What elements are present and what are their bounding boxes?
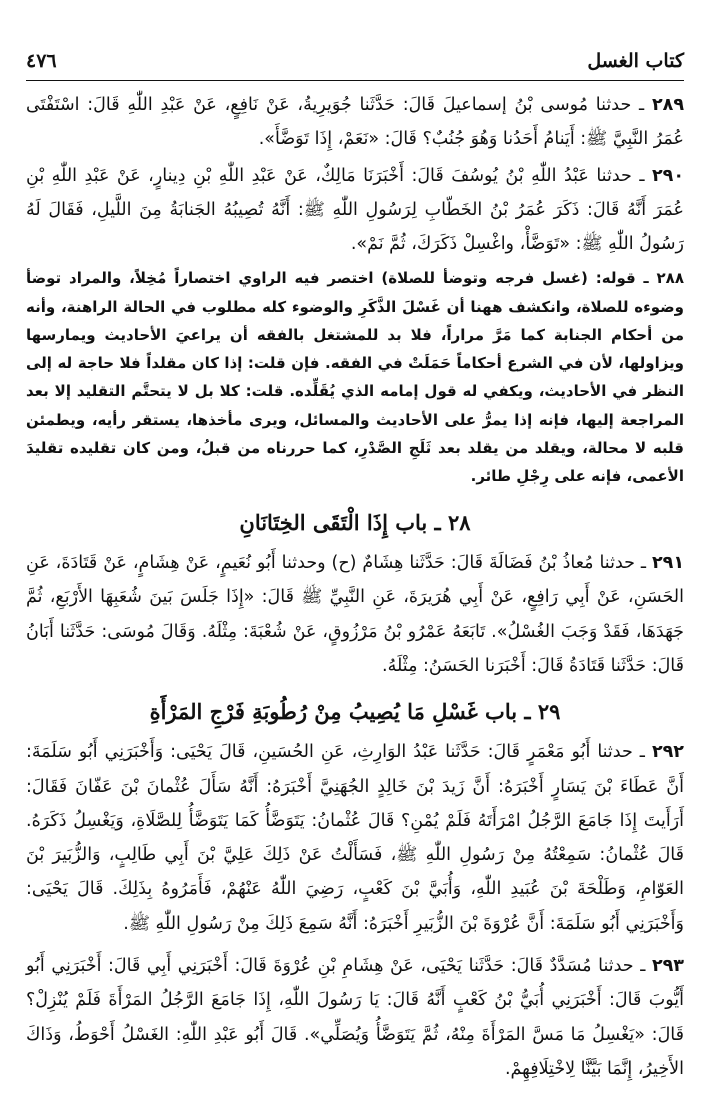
book-section-title: كتاب الغسل — [587, 50, 684, 72]
chapter-heading-28 — [26, 500, 684, 546]
hadith-text: ـ حدثنا مُوسى بْنُ إسماعيلَ قَالَ: حَدَّثَنا جُوَيرِيةُ، عَنْ نَافِعٍ، عَنْ عَبْدِ اللّٰهِ قَالَ: اسْتَفْتَى عُمَرُ النَّبِيَّ ﷺ: أَيَنامُ أَحَدُنا وَهُوَ جُنُبٌ؟ قَالَ: «نَعَمْ، إِذَا تَوَضَّأَ». — [26, 95, 684, 150]
hadith-number: ٢٩١ — [651, 553, 684, 574]
hadith-text: ـ حدثنا عَبْدُ اللّٰهِ بْنُ يُوسُفَ قَالَ: أَخْبَرَنَا مَالِكٌ، عَنْ عَبْدِ اللّٰهِ بْنِ دِينارٍ، عَنْ عَبْدِ اللّٰهِ بْنِ عُمَرَ أَنَّهُ قَالَ: ذَكَرَ عُمَرُ بْنُ الخَطّابِ لِرَسُولِ اللّٰهِ ﷺ: أَنَّهُ تُصِيبُهُ الجَنابَةُ مِنَ اللَّيلِ، فَقَالَ لَهُ رَسُولُ اللّٰهِ ﷺ: «تَوَضَّأْ، واغْسِلْ ذَكَرَكَ، ثُمَّ نَمْ». — [26, 165, 684, 255]
hadith-292 — [26, 735, 684, 941]
commentary-288 — [26, 264, 684, 490]
hadith-293 — [26, 949, 684, 1086]
running-header — [26, 44, 684, 72]
header-rule — [26, 80, 684, 81]
spacer — [26, 941, 684, 949]
hadith-text: ـ حدثنا أَبُو مَعْمَرٍ قَالَ: حَدَّثَنا عَبْدُ الوَارِثِ، عَنِ الحُسَينِ، قَالَ يَحْيَى: وَأَخْبَرَنِي أَبُو سَلَمَةَ: أَنَّ عَطَاءَ بْنَ يَسَارٍ أَخْبَرَهُ: أَنَّ زَيدَ بْنَ خَالِدٍ الجُهَنِيَّ أَخْبَرَهُ: أَنَّهُ سَأَلَ عُثْمانَ بْنَ عَفّانَ فَقَالَ: أَرَأَيتَ إِذَا جَامَعَ الرَّجُلُ امْرَأَتَهُ فَلَمْ يُمْنِ؟ قَالَ عُثْمانُ: يَتَوَضَّأُ كَمَا يَتَوَضَّأُ لِلصَّلَاةِ، وَيَغْسِلُ ذَكَرَهُ. قَالَ عُثْمانُ: سَمِعْتُهُ مِنْ رَسُولِ اللّٰهِ ﷺ، فَسَأَلْتُ عَنْ ذَلِكَ عَلِيَّ بْنَ أَبِي طَالِبٍ، وَالزُّبَيرَ بْنَ العَوّامِ، وَطَلْحَةَ بْنَ عُبَيدِ اللّٰهِ، وَأُبَيَّ بْنَ كَعْبٍ، رَضِيَ اللّٰهُ عَنْهُمْ، فَأَمَرُوهُ بِذَلِكَ. قَالَ يَحْيَى: وَأَخْبَرَنِي أَبُو سَلَمَةَ: أَنَّ عُرْوَةَ بْنَ الزُّبَيرِ أَخْبَرَهُ: أَنَّهُ سَمِعَ ذَلِكَ مِنْ رَسُولِ اللّٰهِ ﷺ. — [26, 742, 684, 934]
chapter-title: ـ باب إِذَا الْتَقَى الخِتَانَانِ — [239, 510, 441, 536]
page-number: ٤٧٦ — [26, 50, 57, 72]
hadith-number: ٢٩٣ — [651, 956, 684, 977]
hadith-number: ٢٨٩ — [651, 95, 684, 115]
chapter-heading-29 — [26, 689, 684, 735]
hadith-291 — [26, 546, 684, 683]
chapter-title: ـ باب غَسْلِ مَا يُصِيبُ مِنْ رُطُوبَةِ فَرْجِ المَرْأَةِ — [149, 699, 531, 725]
hadith-289 — [26, 88, 684, 157]
chapter-number: ٢٨ — [448, 510, 471, 536]
chapter-number: ٢٩ — [537, 699, 561, 725]
commentary-number: ٢٨٨ — [656, 269, 684, 288]
hadith-text: ـ حدثنا مُعاذُ بْنُ فَضَالَةَ قَالَ: حَدَّثَنا هِشَامٌ (ح) وحدثنا أَبُو نُعَيمٍ، عَنْ هِشَامٍ، عَنْ قَتَادَةَ، عَنِ الحَسَنِ، عَنْ أَبِي رَافِعٍ، عَنْ أَبِي هُرَيرَةَ، عَنِ النَّبِيِّ ﷺ قَالَ: «إِذَا جَلَسَ بَينَ شُعَبِهَا الأَرْبَعِ، ثُمَّ جَهَدَهَا، فَقَدْ وَجَبَ الغُسْلُ». تَابَعَهُ عَمْرُو بْنُ مَرْزُوقٍ، عَنْ شُعْبَةَ: مِثْلَهُ. وَقَالَ مُوسَى: حَدَّثَنا أَبَانُ قَالَ: حَدَّثَنا قَتَادَةُ قَالَ: أَخْبَرَنا الحَسَنُ: مِثْلَهُ. — [26, 553, 684, 676]
commentary-text: ـ قوله: (غسل فرجه وتوضأ للصلاة) اختصر فيه الراوي اختصاراً مُخِلاً، والمراد توضأ وضوءه للصلاة، وانكشف ههنا أن غَسْلَ الذَّكَرِ والوضوء كله مطلوب في الحالة الراهنة، وأنه من أحكام الجنابة كما مَرَّ مراراً، فلا بد للمشتغل بالفقه أن يراعيَ الأحاديث ويمارسها ويزاولها، لأن في الشرع أحكاماً حَمَلَتْ في الفقه. فإن قلت: إذا كان مقلداً فلا حاجة له إلى النظر في الأحاديث، ويكفي له قول إمامه الذي يُقَلِّده. قلت: كلا بل لا يتحتَّم التقليد إلا بعد المراجعة إليها، فإنه إذا يمرُّ على الأحاديث والمسائل، ويرى مأخذها، يستقر رأيه، ويطمئن قلبه لا محالة، ويقلد من يقلد بعد ثَلَجِ الصَّدْرِ، كما حررناه من قبلُ، ومن كان تقليده تقليدَ الأعمى، فإنه على رِجْلِ طائر. — [26, 269, 684, 485]
hadith-number: ٢٩٠ — [651, 165, 684, 186]
page-body — [26, 88, 684, 1086]
hadith-number: ٢٩٢ — [651, 742, 684, 763]
hadith-290 — [26, 159, 684, 262]
hadith-text: ـ حدثنا مُسَدَّدٌ قَالَ: حَدَّثَنا يَحْيَى، عَنْ هِشَامِ بْنِ عُرْوَةَ قَالَ: أَخْبَرَنِي أَبِي قَالَ: أَخْبَرَنِي أَبُو أَيُّوبَ قَالَ: أَخْبَرَنِي أُبَيُّ بْنُ كَعْبٍ أَنَّهُ قَالَ: يَا رَسُولَ اللّٰهِ، إِذَا جَامَعَ الرَّجُلُ المَرْأَةَ فَلَمْ يُنْزِلْ؟ قَالَ: «يَغْسِلُ مَا مَسَّ المَرْأَةَ مِنْهُ، ثُمَّ يَتَوَضَّأُ وَيُصَلِّي». قَالَ أَبُو عَبْدِ اللّٰهِ: الغَسْلُ أَحْوَطُ، وَذَاكَ الأَخِيرُ، إِنَّمَا بَيَّنَّا لِاخْتِلَافِهِمْ. — [26, 956, 684, 1079]
